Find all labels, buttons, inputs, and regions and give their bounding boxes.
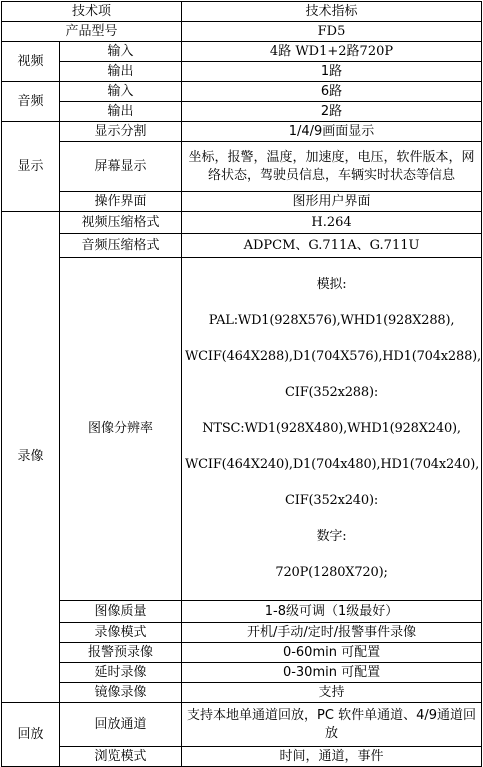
table-row <box>2 703 482 747</box>
table-row <box>2 601 482 623</box>
table-row <box>2 142 482 192</box>
record-category: 录像 <box>2 212 60 703</box>
display-split-label: 显示分割 <box>60 122 182 142</box>
header-spec-cell: 技术指标 <box>182 2 482 22</box>
resolution-line: WCIF(464X240),D1(704x480),HD1(704x240), <box>185 457 480 472</box>
record-resolution-value <box>182 258 482 601</box>
resolution-line: CIF(352x288): <box>285 385 378 400</box>
record-mode-label: 录像模式 <box>60 623 182 643</box>
resolution-line: 720P(1280X720); <box>275 565 388 580</box>
resolution-line: 模拟: <box>316 277 347 292</box>
table-row <box>2 42 482 62</box>
table-row <box>2 62 482 82</box>
record-acodec-label: 音频压缩格式 <box>60 234 182 258</box>
resolution-line: NTSC:WD1(928X480),WHD1(928X240), <box>202 421 461 436</box>
record-vcodec-label: 视频压缩格式 <box>60 212 182 234</box>
record-acodec-value: ADPCM、G.711A、G.711U <box>182 234 482 258</box>
record-vcodec-value: H.264 <box>182 212 482 234</box>
audio-output-label: 输出 <box>60 102 182 122</box>
playback-browse-value: 时间，通道，事件 <box>182 747 482 767</box>
playback-browse-label: 浏览模式 <box>60 747 182 767</box>
table-row <box>2 643 482 663</box>
display-ui-value: 图形用户界面 <box>182 192 482 212</box>
record-mode-value: 开机/手动/定时/报警事件录像 <box>182 623 482 643</box>
resolution-line: 数字: <box>316 529 347 544</box>
playback-channel-value: 支持本地单通道回放，PC 软件单通道、4/9通道回放 <box>182 703 482 747</box>
record-mirror-value: 支持 <box>182 683 482 703</box>
record-mirror-label: 镜像录像 <box>60 683 182 703</box>
table-row <box>2 234 482 258</box>
record-quality-label: 图像质量 <box>60 601 182 623</box>
display-category: 显示 <box>2 122 60 212</box>
model-value: FD5 <box>182 22 482 42</box>
resolution-line: CIF(352x240): <box>285 493 378 508</box>
resolution-line: PAL:WD1(928X576),WHD1(928X288), <box>208 313 455 328</box>
display-osd-label: 屏幕显示 <box>60 142 182 192</box>
playback-category: 回放 <box>2 703 60 767</box>
video-input-value: 4路 WD1+2路720P <box>182 42 482 62</box>
video-output-value: 1路 <box>182 62 482 82</box>
record-prealarm-value: 0-60min 可配置 <box>182 643 482 663</box>
video-category: 视频 <box>2 42 60 82</box>
spec-table <box>1 1 482 767</box>
table-row <box>2 82 482 102</box>
display-osd-value: 坐标，报警，温度，加速度，电压，软件版本，网络状态，驾驶员信息，车辆实时状态等信息 <box>182 142 482 192</box>
resolution-line: WCIF(464X288),D1(704X576),HD1(704x288), <box>185 349 481 364</box>
playback-channel-label: 回放通道 <box>60 703 182 747</box>
model-label: 产品型号 <box>2 22 182 42</box>
table-row <box>2 623 482 643</box>
record-quality-value: 1-8级可调（1级最好） <box>182 601 482 623</box>
audio-input-value: 6路 <box>182 82 482 102</box>
table-header-row <box>2 2 482 22</box>
audio-input-label: 输入 <box>60 82 182 102</box>
table-row <box>2 102 482 122</box>
table-row <box>2 212 482 234</box>
video-input-label: 输入 <box>60 42 182 62</box>
table-row <box>2 22 482 42</box>
table-row <box>2 663 482 683</box>
record-delay-value: 0-30min 可配置 <box>182 663 482 683</box>
audio-category: 音频 <box>2 82 60 122</box>
record-prealarm-label: 报警预录像 <box>60 643 182 663</box>
display-split-value: 1/4/9画面显示 <box>182 122 482 142</box>
table-row <box>2 747 482 767</box>
header-item-cell: 技术项 <box>2 2 182 22</box>
table-row <box>2 122 482 142</box>
table-row <box>2 683 482 703</box>
record-delay-label: 延时录像 <box>60 663 182 683</box>
video-output-label: 输出 <box>60 62 182 82</box>
table-row <box>2 192 482 212</box>
audio-output-value: 2路 <box>182 102 482 122</box>
display-ui-label: 操作界面 <box>60 192 182 212</box>
table-row <box>2 258 482 601</box>
record-resolution-label: 图像分辨率 <box>60 258 182 601</box>
